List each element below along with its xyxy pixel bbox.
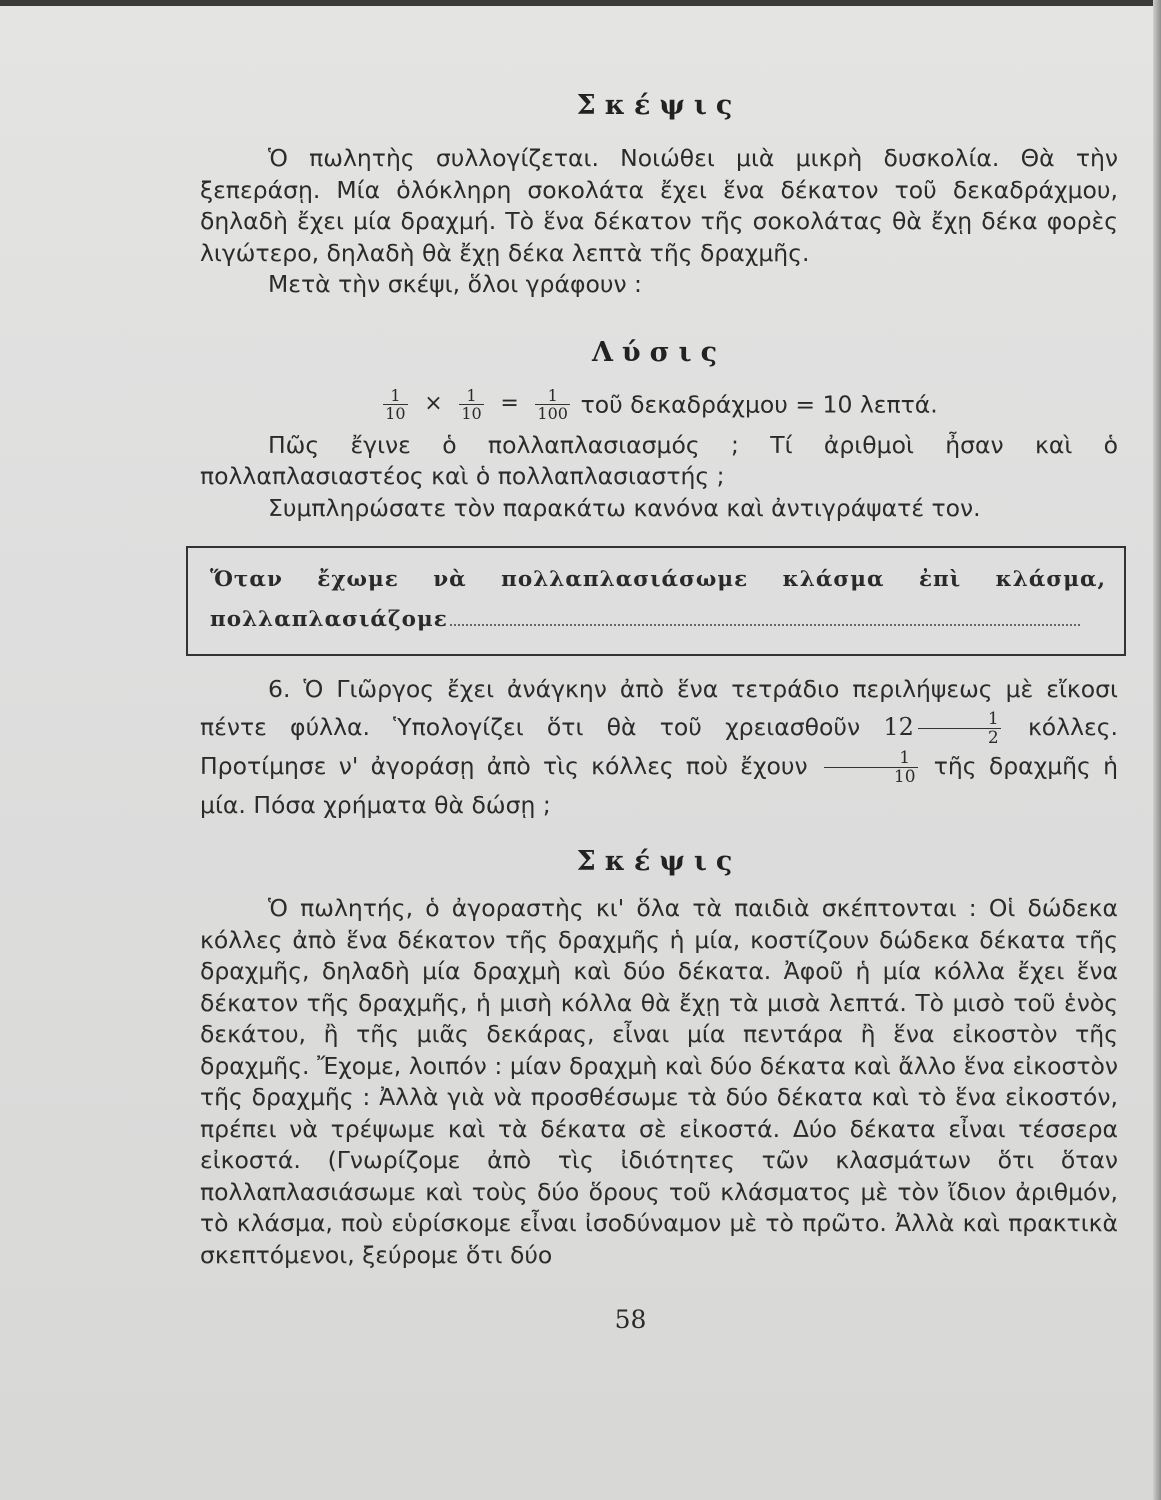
- page-right-edge: [1153, 0, 1161, 1500]
- fraction-numerator: 1: [383, 387, 407, 405]
- page-content: [200, 90, 1118, 1271]
- page-top-edge: [0, 0, 1161, 6]
- equals-sign: =: [500, 391, 519, 416]
- problem-6-text-end: τῆς δραχμῆς ἡ μία. Πόσα χρήματα θὰ δώσῃ ;: [200, 752, 1118, 819]
- page-number: 58: [614, 1305, 647, 1334]
- fraction-numerator: 1: [824, 749, 918, 768]
- section-heading-skepsis: Σκέψις: [576, 90, 742, 121]
- fill-in-dotted-line: [450, 614, 1080, 626]
- fraction-numerator: 1: [459, 387, 483, 405]
- fraction-one-tenth-a: [383, 387, 407, 422]
- problem-6: [200, 670, 1118, 824]
- fraction-denominator: 100: [537, 403, 568, 423]
- rule-box: [186, 546, 1126, 656]
- equation-result-text: τοῦ δεκαδράχμου = 10 λεπτά.: [580, 390, 938, 418]
- fraction-one-hundredth: [535, 387, 570, 422]
- rule-text: [210, 560, 1106, 640]
- section-heading-lysis: Λύσις: [591, 336, 727, 368]
- paragraph-complete-rule: Συμπληρώσατε τὸν παρακάτω κανόνα καὶ ἀντιγράψατέ τον.: [268, 493, 981, 522]
- fraction-denominator: 10: [385, 403, 406, 423]
- times-sign: ×: [424, 391, 443, 416]
- multiplication-equation: [200, 376, 1118, 430]
- fraction-denominator: 10: [893, 767, 916, 787]
- fraction-denominator: 10: [461, 403, 482, 423]
- fraction-denominator: 2: [987, 728, 999, 748]
- paragraph-all-write: Μετὰ τὴν σκέψι, ὅλοι γράφουν :: [268, 270, 642, 298]
- mixed-number-fraction: [918, 710, 1001, 747]
- problem-6-text-start: 6. Ὁ Γιῶργος ἔχει ἀνάγκην ἀπὸ ἕνα τετράδιο περιλήψεως μὲ εἴκοσι πέντε φύλλα. Ὑπολογίζει ὅτι θὰ τοῦ χρειασθοῦν: [200, 675, 1118, 741]
- fraction-numerator: 1: [918, 710, 1001, 729]
- fraction-numerator: 1: [535, 387, 570, 405]
- mixed-number-whole: 12: [883, 713, 914, 741]
- paragraph-seller-thinks: Ὁ πωλητὴς συλλογίζεται. Νοιώθει μιὰ μικρὴ δυσκολία. Θὰ τὴν ξεπεράσῃ. Μία ὁλόκληρη σοκολάτα ἔχει ἕνα δέκατον τοῦ δεκαδράχμου, δηλαδὴ ἔχει μία δραχμή. Τὸ ἕνα δέκατον τῆς σοκολάτας θὰ ἔχῃ δέκα φορὲς λιγώτερο, δηλαδὴ θὰ ἔχῃ δέκα λεπτὰ τῆς δραχμῆς.: [200, 144, 1118, 267]
- section-heading-skepsis-2: Σκέψις: [576, 846, 742, 877]
- rule-statement: Ὅταν ἔχωμε νὰ πολλαπλασιάσωμε κλάσμα ἐπὶ κλάσμα, πολλαπλασιάζομε: [210, 567, 1106, 632]
- problem-6-text-middle: κόλλες. Προτίμησε ν' ἀγοράσῃ ἀπὸ τὶς κόλλες ποὺ ἔχουν: [200, 713, 1118, 780]
- fraction-one-tenth-c: [824, 749, 918, 786]
- paragraph-everyone-thinks: Ὁ πωλητής, ὁ ἀγοραστὴς κι' ὅλα τὰ παιδιὰ σκέπτονται : Οἱ δώδεκα κόλλες ἀπὸ ἕνα δέκατον τῆς δραχμῆς ἡ μία, κοστίζουν δώδεκα δέκατα τῆς δραχμῆς, δηλαδὴ μία δραχμὴ καὶ δύο δέκατα. Ἀφοῦ ἡ μία κόλλα ἔχει ἕνα δέκατον τῆς δραχμῆς, ἡ μισὴ κόλλα θὰ ἔχῃ τὰ μισὰ λεπτά. Τὸ μισὸ τοῦ ἑνὸς δεκάτου, ἢ τῆς μιᾶς δεκάρας, εἶναι μία πεντάρα ἢ ἕνα εἰκοστὸν τῆς δραχμῆς. Ἔχομε, λοιπόν : μίαν δραχμὴ καὶ δύο δέκατα καὶ ἄλλο ἕνα εἰκοστὸν τῆς δραχμῆς : Ἀλλὰ γιὰ νὰ προσθέσωμε τὰ δύο δέκατα καὶ τὸ ἕνα εἰκοστόν, πρέπει νὰ τρέψωμε καὶ τὰ δέκατα σὲ εἰκοστά. Δύο δέκατα εἶναι τέσσερα εἰκοστά. (Γνωρίζομε ἀπὸ τὶς ἰδιότητες τῶν κλασμάτων ὅτι ὅταν πολλαπλασιάσωμε καὶ τοὺς δύο ὅρους τοῦ κλάσματος μὲ τὸν ἴδιον ἀριθμόν, τὸ κλάσμα, ποὺ εὑρίσκομε εἶναι ἰσοδύναμον μὲ τὸ πρῶτο. Ἀλλὰ καὶ πρακτικὰ σκεπτόμενοι, ξεύρομε ὅτι δύο: [200, 894, 1118, 1269]
- paragraph-how-multiplication: Πῶς ἔγινε ὁ πολλαπλασιασμός ; Τί ἀριθμοὶ ἦσαν καὶ ὁ πολλαπλασιαστέος καὶ ὁ πολλαπλασιαστής ;: [200, 430, 1118, 490]
- fraction-one-tenth-b: [459, 387, 483, 422]
